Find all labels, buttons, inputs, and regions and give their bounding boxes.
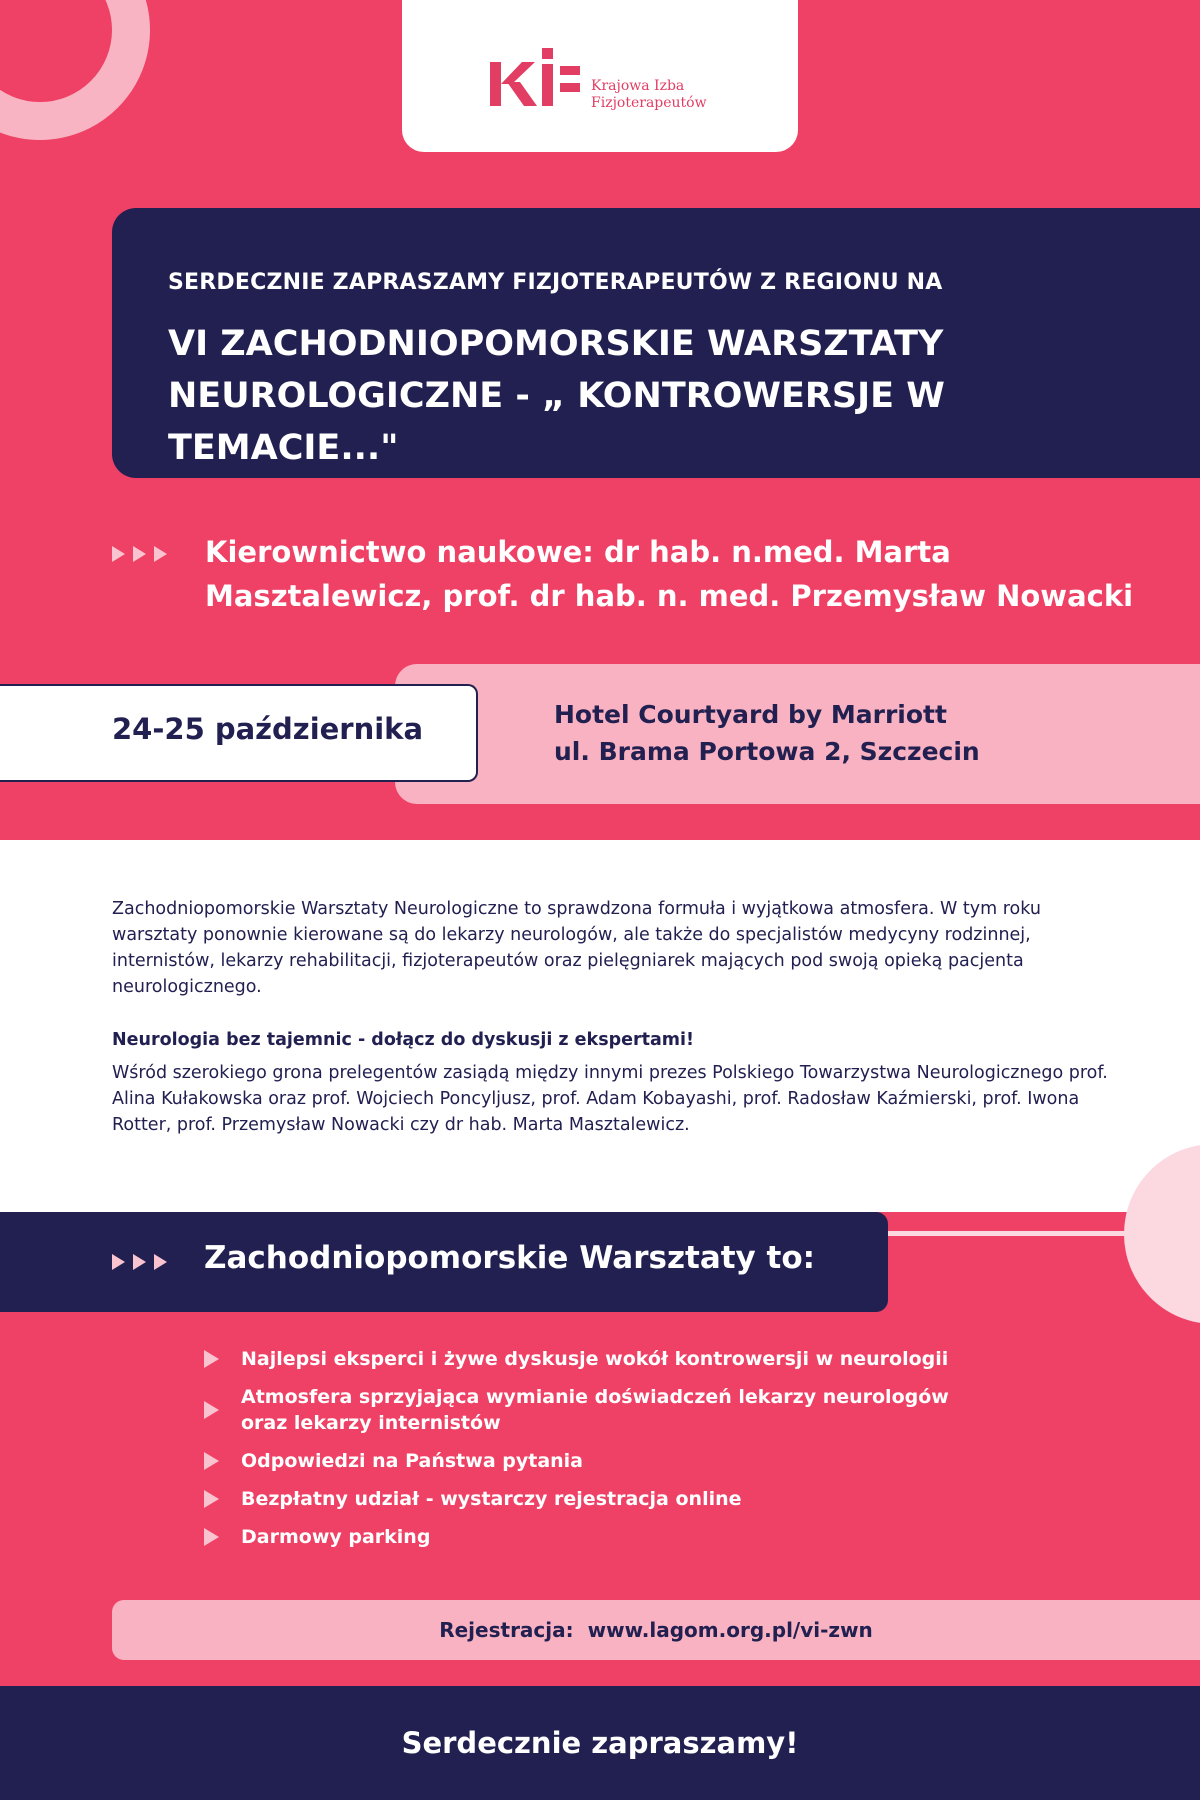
bullet-arrow-icon <box>204 1528 219 1546</box>
bullet-arrow-icon <box>204 1490 219 1508</box>
feature-text: Bezpłatny udział - wystarczy rejestracja online <box>241 1488 742 1510</box>
invite-heading: SERDECZNIE ZAPRASZAMY FIZJOTERAPEUTÓW Z REGIONU NA <box>168 270 943 295</box>
venue-address: ul. Brama Portowa 2, Szczecin <box>554 737 980 766</box>
feature-text: Atmosfera sprzyjająca wymianie doświadczeń lekarzy neurologów oraz lekarzy internistów <box>241 1386 949 1434</box>
footer-text: Serdecznie zapraszamy! <box>401 1726 799 1760</box>
logo-card <box>402 0 798 152</box>
event-date: 24-25 października <box>112 712 424 746</box>
registration-link[interactable]: www.lagom.org.pl/vi-zwn <box>587 1618 873 1642</box>
feature-text: Odpowiedzi na Państwa pytania <box>241 1450 583 1472</box>
features-list <box>204 1346 984 1562</box>
triple-arrow-icon <box>112 546 167 562</box>
logo-line-2: Fizjoterapeutów <box>591 95 707 111</box>
kif-logo-icon <box>490 42 582 118</box>
feature-text: Najlepsi eksperci i żywe dyskusje wokół kontrowersji w neurologii <box>241 1348 949 1370</box>
speakers-paragraph: Wśród szerokiego grona prelegentów zasiądą między innymi prezes Polskiego Towarzystwa Neurologicznego prof. Alina Kułakowska oraz prof. Wojciech Poncyljusz, prof. Adam Kobayashi, prof. Radosław Kaźmierski, prof. Iwona Rotter, prof. Przemysław Nowacki czy dr hab. Marta Masztalewicz. <box>112 1063 1108 1135</box>
list-item <box>204 1448 984 1474</box>
registration-bar <box>112 1600 1200 1660</box>
features-title: Zachodniopomorskie Warsztaty to: <box>204 1240 816 1276</box>
list-item <box>204 1524 984 1550</box>
bullet-arrow-icon <box>204 1452 219 1470</box>
description-subheading: Neurologia bez tajemnic - dołącz do dyskusji z ekspertami! <box>112 1030 695 1050</box>
logo-text <box>591 78 707 112</box>
list-item <box>204 1346 984 1372</box>
event-title: VI ZACHODNIOPOMORSKIE WARSZTATY NEUROLOGICZNE - „ KONTROWERSJE W TEMACIE..." <box>168 324 945 468</box>
description-paragraph: Zachodniopomorskie Warsztaty Neurologiczne to sprawdzona formuła i wyjątkowa atmosfera. W tym roku warsztaty ponownie kierowane są do lekarzy neurologów, ale także do specjalistów medycyny rodzinnej, internistów, lekarzy rehabilitacji, fizjoterapeutów oraz pielęgniarek mających pod swoją opieką pacjenta neurologicznego. <box>112 899 1041 997</box>
venue-name: Hotel Courtyard by Marriott <box>554 700 947 729</box>
event-venue <box>554 696 980 770</box>
feature-text: Darmowy parking <box>241 1526 431 1548</box>
decorative-line <box>880 1231 1130 1236</box>
footer <box>0 1686 1200 1800</box>
bullet-arrow-icon <box>204 1401 219 1419</box>
bullet-arrow-icon <box>204 1350 219 1368</box>
decorative-ring <box>0 0 150 140</box>
list-item <box>204 1486 984 1512</box>
list-item <box>204 1384 984 1436</box>
registration-label: Rejestracja: <box>439 1618 574 1642</box>
triple-arrow-icon <box>112 1254 167 1270</box>
logo-line-1: Krajowa Izba <box>591 78 685 94</box>
scientific-leadership: Kierownictwo naukowe: dr hab. n.med. Marta Masztalewicz, prof. dr hab. n. med. Przemysław Nowacki <box>205 535 1134 613</box>
